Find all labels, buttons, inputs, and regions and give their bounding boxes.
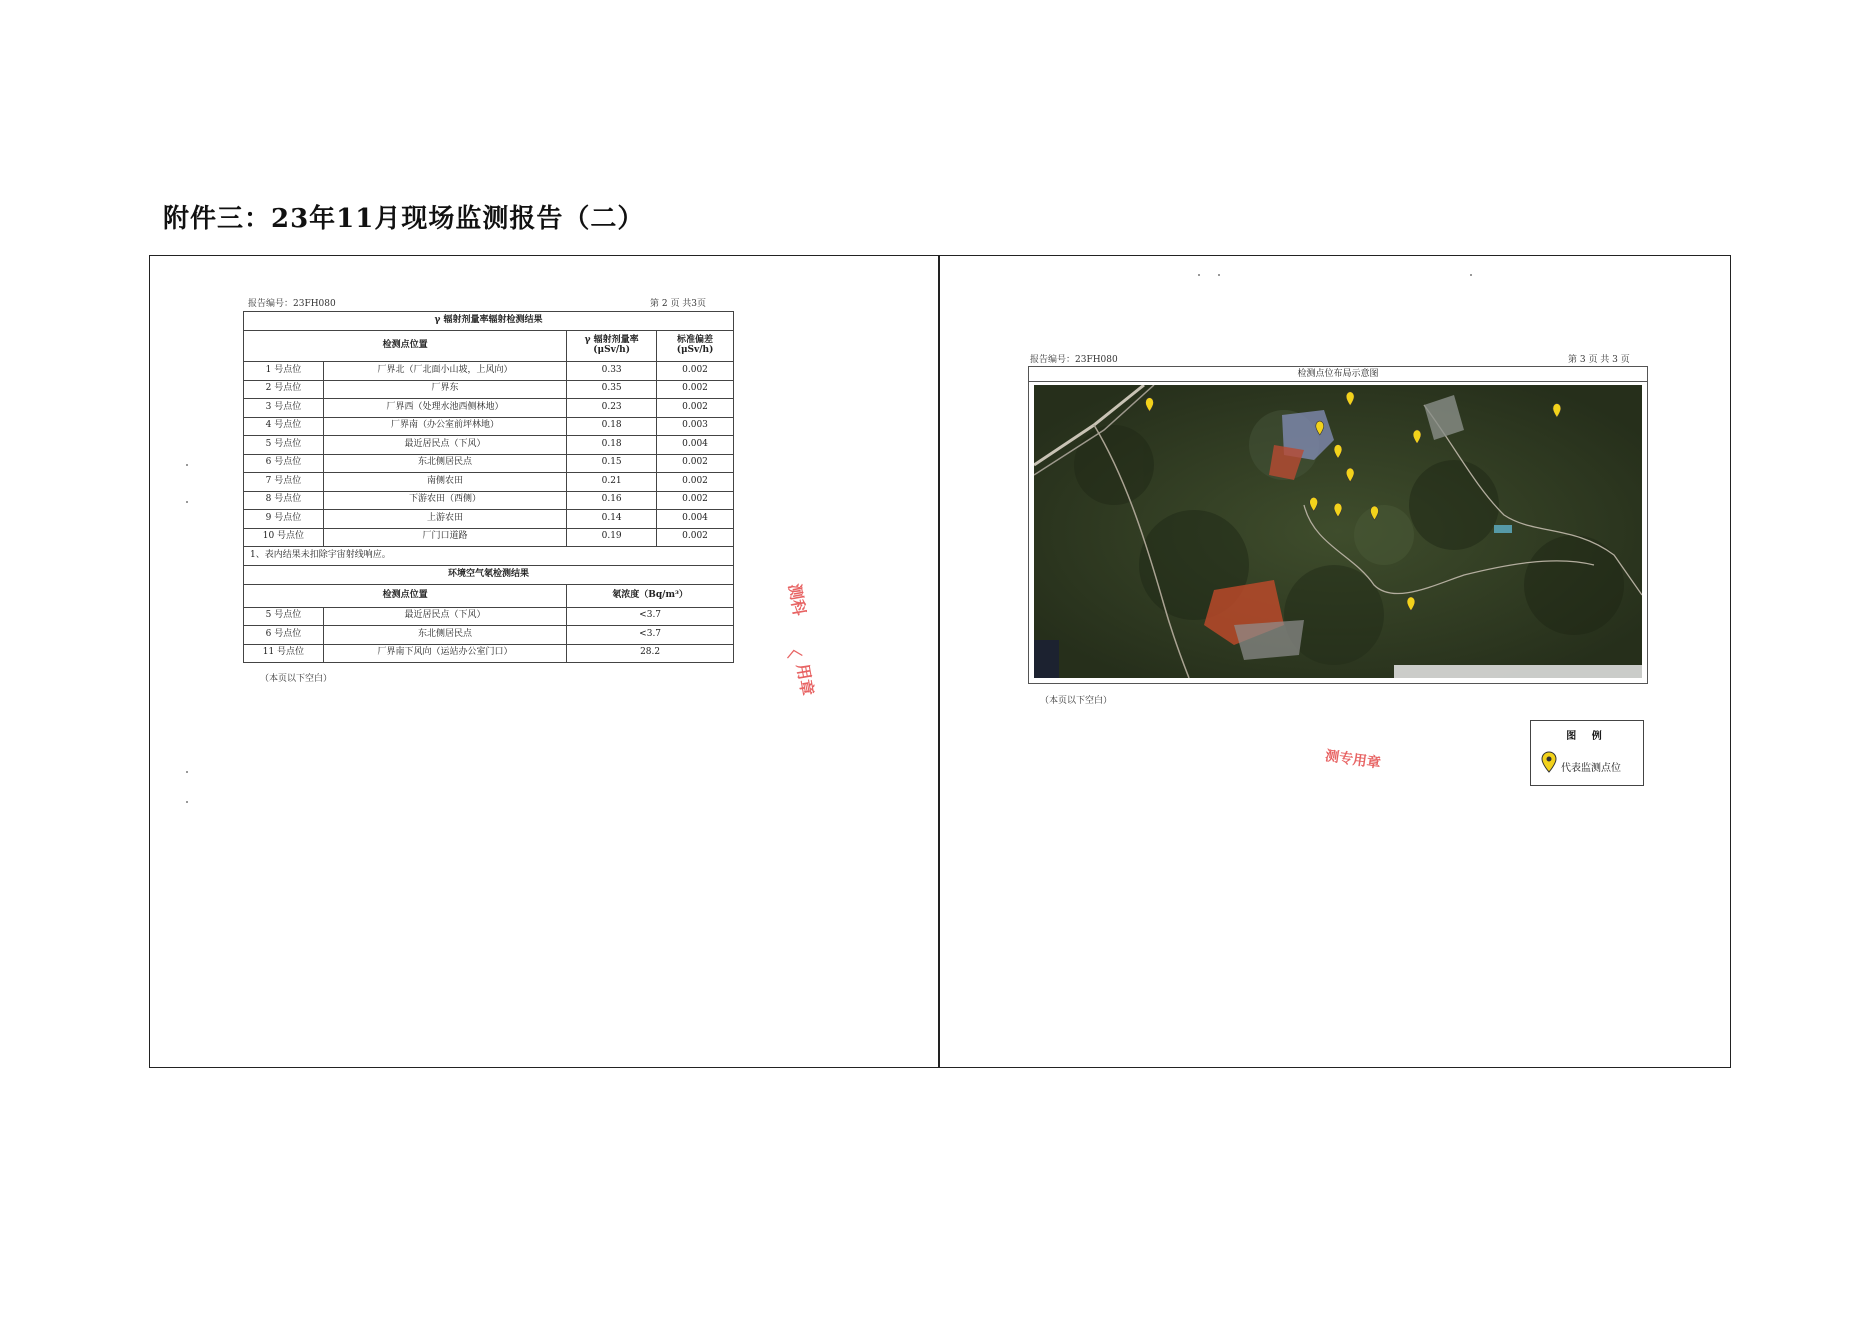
dose-rate: 0.33 bbox=[567, 362, 657, 381]
gamma-table-row bbox=[244, 454, 734, 473]
point-id: 2 号点位 bbox=[244, 380, 324, 399]
scan-speck bbox=[186, 801, 188, 803]
gamma-header-std: 标准偏差 (μSv/h) bbox=[657, 331, 734, 362]
radon-header-conc: 氡浓度（Bq/m³） bbox=[567, 584, 734, 607]
report-frame bbox=[149, 255, 1731, 1068]
gamma-header-location: 检测点位置 bbox=[244, 331, 567, 362]
map-attribution-bar bbox=[1394, 665, 1642, 678]
right-report-page bbox=[940, 256, 1730, 1067]
point-location: 南侧农田 bbox=[323, 473, 566, 492]
point-location: 东北侧居民点 bbox=[323, 454, 566, 473]
point-id: 6 号点位 bbox=[244, 626, 324, 645]
point-location: 最近居民点（下风） bbox=[323, 607, 566, 626]
point-location: 厂界南（办公室前坪林地） bbox=[323, 417, 566, 436]
gamma-header-rate: γ 辐射剂量率 (μSv/h) bbox=[567, 331, 657, 362]
point-id: 11 号点位 bbox=[244, 644, 324, 663]
report-number: 报告编号：23FH080 bbox=[1030, 355, 1118, 365]
point-location: 厂界西（处理水池西侧林地） bbox=[323, 399, 566, 418]
radon-table-row bbox=[244, 626, 734, 645]
point-location: 厂门口道路 bbox=[323, 528, 566, 547]
radon-header-location: 检测点位置 bbox=[244, 584, 567, 607]
point-location: 厂界北（厂北面小山坡，上风向） bbox=[323, 362, 566, 381]
gamma-table-row bbox=[244, 473, 734, 492]
map-building bbox=[1494, 525, 1512, 533]
location-pin-icon bbox=[1541, 751, 1557, 773]
scan-speck bbox=[186, 464, 188, 466]
dose-rate: 0.16 bbox=[567, 491, 657, 510]
std-deviation: 0.002 bbox=[657, 473, 734, 492]
map-title: 检测点位布局示意图 bbox=[1029, 367, 1647, 382]
gamma-note: 1、表内结果未扣除宇宙射线响应。 bbox=[244, 547, 734, 566]
dose-rate: 0.18 bbox=[567, 417, 657, 436]
gamma-table-row bbox=[244, 436, 734, 455]
scan-speck bbox=[186, 501, 188, 503]
red-seal-stamp-fragment: 〈 bbox=[782, 640, 804, 660]
point-id: 1 号点位 bbox=[244, 362, 324, 381]
std-deviation: 0.003 bbox=[657, 417, 734, 436]
point-id: 3 号点位 bbox=[244, 399, 324, 418]
radon-concentration: <3.7 bbox=[567, 607, 734, 626]
scan-speck bbox=[1218, 274, 1220, 276]
point-location: 下游农田（西侧） bbox=[323, 491, 566, 510]
gamma-table-row bbox=[244, 528, 734, 547]
dose-rate: 0.21 bbox=[567, 473, 657, 492]
point-location: 厂界南下风向（运站办公室门口） bbox=[323, 644, 566, 663]
std-deviation: 0.004 bbox=[657, 436, 734, 455]
page-number: 第 3 页 共 3 页 bbox=[1568, 355, 1630, 365]
dose-rate: 0.19 bbox=[567, 528, 657, 547]
map-legend bbox=[1530, 720, 1644, 786]
red-seal-stamp-fragment: 用章 bbox=[792, 662, 818, 698]
gamma-section-title: γ 辐射剂量率辐射检测结果 bbox=[244, 312, 734, 331]
blank-note-right: （本页以下空白） bbox=[1040, 696, 1113, 706]
dose-rate: 0.15 bbox=[567, 454, 657, 473]
point-id: 7 号点位 bbox=[244, 473, 324, 492]
satellite-map bbox=[1034, 385, 1642, 678]
legend-title: 图 例 bbox=[1566, 731, 1608, 742]
point-id: 10 号点位 bbox=[244, 528, 324, 547]
dose-rate: 0.35 bbox=[567, 380, 657, 399]
report-number: 报告编号：23FH080 bbox=[248, 299, 336, 309]
radon-table-row bbox=[244, 644, 734, 663]
scan-speck bbox=[1470, 274, 1472, 276]
point-location: 厂界东 bbox=[323, 380, 566, 399]
scan-speck bbox=[186, 771, 188, 773]
point-id: 5 号点位 bbox=[244, 436, 324, 455]
legend-text: 代表监测点位 bbox=[1561, 763, 1621, 774]
document-title: 附件三：23年11月现场监测报告（二） bbox=[163, 204, 645, 234]
std-deviation: 0.002 bbox=[657, 362, 734, 381]
radon-table-row bbox=[244, 607, 734, 626]
left-report-page bbox=[150, 256, 938, 1067]
dose-rate: 0.14 bbox=[567, 510, 657, 529]
gamma-results-table bbox=[243, 311, 734, 663]
page-number: 第 2 页 共3页 bbox=[650, 299, 707, 309]
point-id: 5 号点位 bbox=[244, 607, 324, 626]
point-id: 6 号点位 bbox=[244, 454, 324, 473]
point-location: 上游农田 bbox=[323, 510, 566, 529]
point-location: 最近居民点（下风） bbox=[323, 436, 566, 455]
dose-rate: 0.18 bbox=[567, 436, 657, 455]
std-deviation: 0.004 bbox=[657, 510, 734, 529]
gamma-table-row bbox=[244, 510, 734, 529]
point-id: 8 号点位 bbox=[244, 491, 324, 510]
gamma-table-row bbox=[244, 380, 734, 399]
point-id: 9 号点位 bbox=[244, 510, 324, 529]
radon-section-title: 环境空气氡检测结果 bbox=[244, 565, 734, 584]
red-seal-stamp: 测专用章 bbox=[1324, 748, 1382, 772]
map-village-area bbox=[1234, 620, 1304, 660]
red-seal-stamp: 测科 bbox=[784, 582, 810, 618]
point-id: 4 号点位 bbox=[244, 417, 324, 436]
map-compass-inset bbox=[1034, 640, 1059, 678]
std-deviation: 0.002 bbox=[657, 380, 734, 399]
std-deviation: 0.002 bbox=[657, 491, 734, 510]
blank-note-left: （本页以下空白） bbox=[260, 674, 333, 684]
std-deviation: 0.002 bbox=[657, 454, 734, 473]
gamma-table-row bbox=[244, 362, 734, 381]
scan-speck bbox=[1198, 274, 1200, 276]
gamma-table-row bbox=[244, 399, 734, 418]
std-deviation: 0.002 bbox=[657, 399, 734, 418]
dose-rate: 0.23 bbox=[567, 399, 657, 418]
point-location: 东北侧居民点 bbox=[323, 626, 566, 645]
radon-concentration: 28.2 bbox=[567, 644, 734, 663]
radon-concentration: <3.7 bbox=[567, 626, 734, 645]
gamma-table-row bbox=[244, 491, 734, 510]
std-deviation: 0.002 bbox=[657, 528, 734, 547]
gamma-table-row bbox=[244, 417, 734, 436]
